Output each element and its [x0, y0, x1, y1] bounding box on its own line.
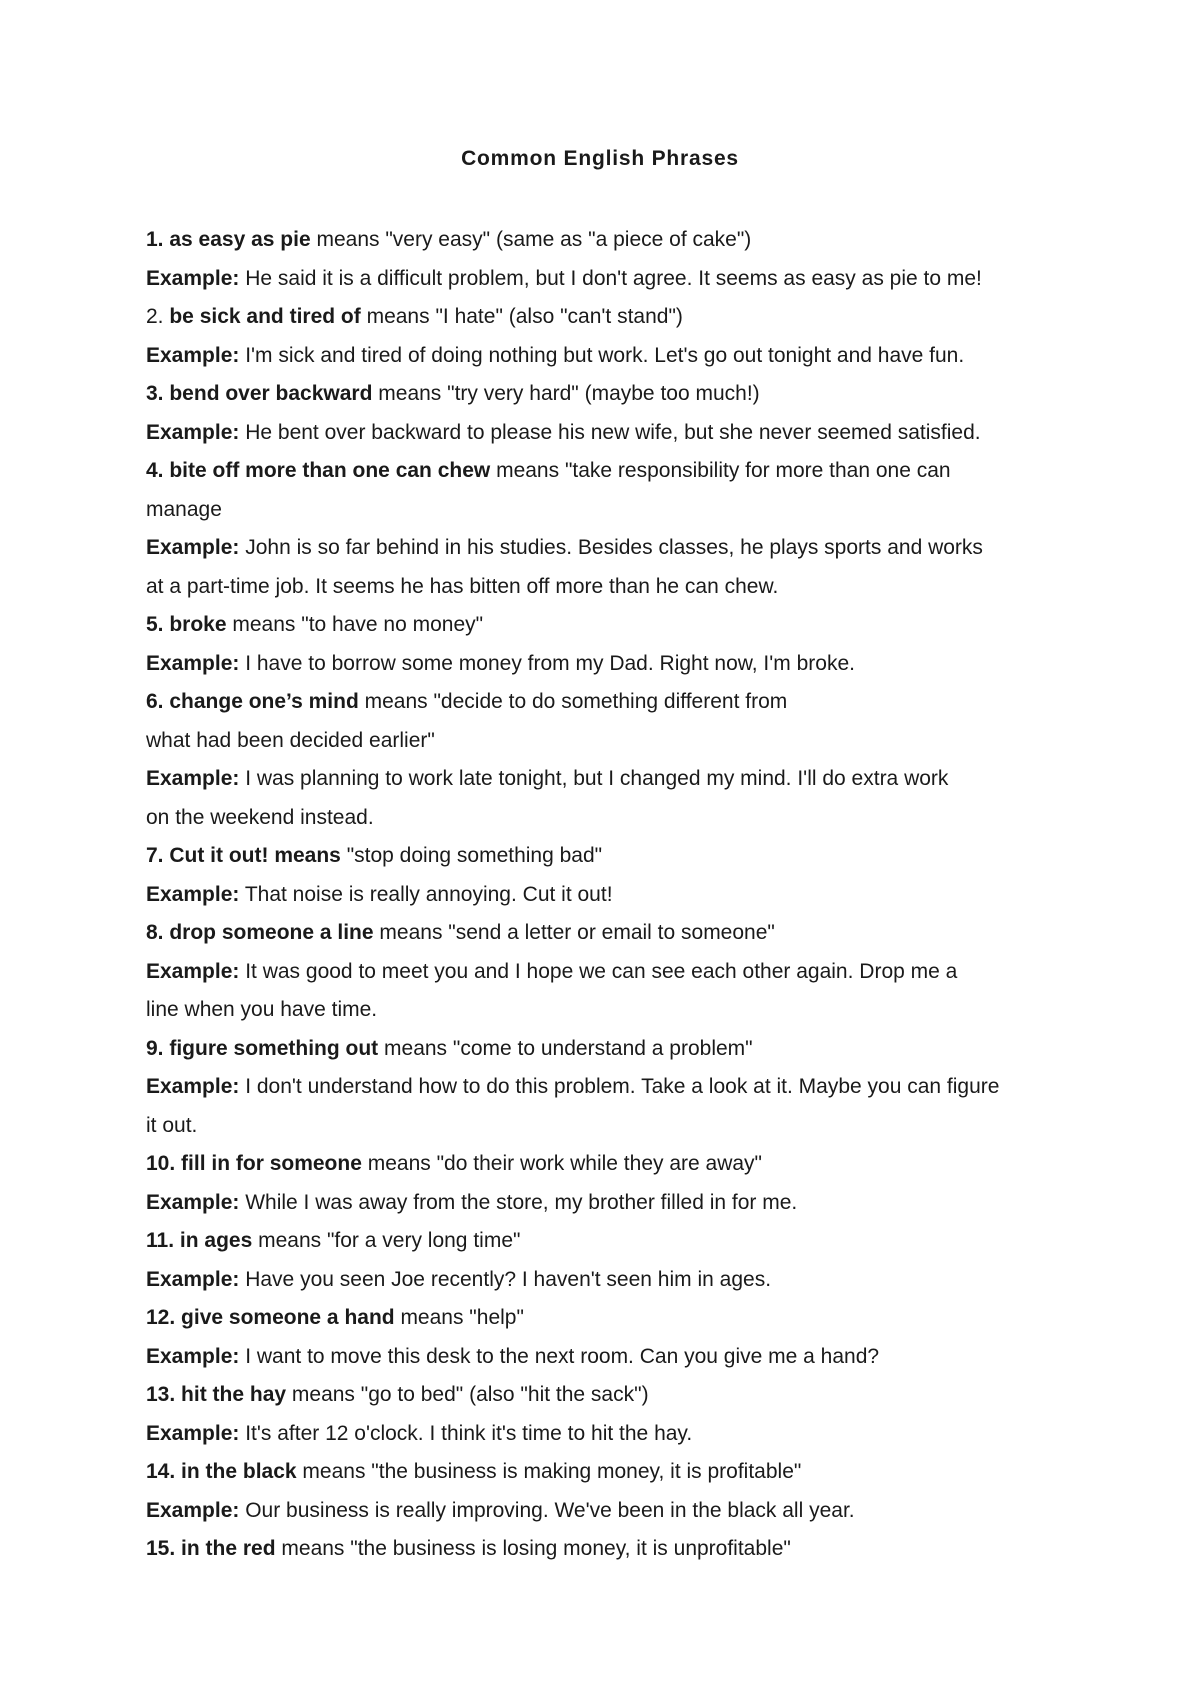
line-text: It's after 12 o'clock. I think it's time to hit the hay. — [239, 1421, 693, 1445]
line-text: I'm sick and tired of doing nothing but work. Let's go out tonight and have fun. — [239, 343, 965, 367]
line-text: means "the business is losing money, it is unprofitable" — [275, 1537, 791, 1560]
continuation-line — [146, 799, 1076, 838]
example-label: Example: — [146, 420, 240, 444]
example-label: Example: — [146, 882, 240, 906]
phrase-number: 11. — [146, 1229, 175, 1252]
example-line — [146, 1338, 1076, 1377]
example-label: Example: — [146, 651, 240, 675]
example-line — [146, 1068, 1076, 1107]
phrase-number: 14. — [146, 1460, 176, 1483]
line-text: what had been decided earlier" — [146, 728, 435, 752]
example-line — [146, 1492, 1076, 1531]
continuation-line — [146, 491, 1076, 530]
line-text: it out. — [146, 1113, 198, 1137]
phrase-line — [146, 221, 1076, 260]
phrase-line — [146, 1222, 1076, 1261]
line-text: means "I hate" (also "can't stand") — [360, 305, 683, 328]
line-text: on the weekend instead. — [146, 805, 374, 829]
line-text: While I was away from the store, my brother filled in for me. — [239, 1190, 798, 1214]
phrase-number: 9. — [146, 1036, 164, 1060]
line-text: "stop doing something bad" — [340, 844, 603, 867]
line-text: means "very easy" (same as "a piece of cake") — [310, 228, 752, 251]
line-text: That noise is really annoying. Cut it out! — [239, 882, 613, 906]
phrase-term: give someone a hand — [181, 1306, 395, 1329]
phrase-term: as easy as pie — [169, 228, 311, 251]
example-line — [146, 260, 1076, 299]
phrase-line — [146, 452, 1076, 491]
phrase-number: 5. — [146, 613, 164, 636]
phrase-term: hit the hay — [181, 1383, 287, 1406]
phrase-number: 1. — [146, 228, 164, 251]
example-line — [146, 1415, 1076, 1454]
example-line — [146, 876, 1076, 915]
line-text: I was planning to work late tonight, but I changed my mind. I'll do extra work — [239, 767, 949, 790]
line-text: I want to move this desk to the next room. Can you give me a hand? — [239, 1344, 880, 1368]
example-label: Example: — [146, 1267, 240, 1291]
example-line — [146, 1261, 1076, 1300]
phrase-number: 8. — [146, 921, 164, 944]
example-label: Example: — [146, 1498, 240, 1522]
example-line — [146, 337, 1076, 376]
page-title: Common English Phrases — [461, 147, 739, 170]
line-text: John is so far behind in his studies. Besides classes, he plays sports and works — [239, 536, 983, 559]
line-text: I have to borrow some money from my Dad. Right now, I'm broke. — [239, 651, 855, 675]
line-text: means "do their work while they are away" — [361, 1152, 762, 1175]
line-text: means "the business is making money, it is profitable" — [296, 1460, 802, 1483]
phrase-line — [146, 914, 1076, 953]
phrase-list — [146, 221, 1076, 1569]
phrase-number: 13. — [146, 1383, 176, 1406]
line-text: It was good to meet you and I hope we can see each other again. Drop me a — [239, 959, 958, 983]
line-text: means "try very hard" (maybe too much!) — [372, 382, 760, 405]
phrase-number: 2. — [146, 305, 164, 328]
phrase-line — [146, 1453, 1076, 1492]
phrase-term: in the black — [181, 1460, 297, 1483]
example-line — [146, 645, 1076, 684]
example-label: Example: — [146, 266, 240, 290]
line-text: manage — [146, 497, 222, 521]
continuation-line — [146, 722, 1076, 761]
line-text: means "to have no money" — [226, 613, 484, 636]
phrase-number: 4. — [146, 459, 164, 482]
phrase-number: 15. — [146, 1537, 176, 1560]
example-label: Example: — [146, 959, 240, 983]
continuation-line — [146, 991, 1076, 1030]
phrase-term: broke — [169, 613, 227, 636]
phrase-line — [146, 1376, 1076, 1415]
line-text: means "for a very long time" — [252, 1229, 521, 1252]
example-line — [146, 414, 1076, 453]
example-line — [146, 529, 1076, 568]
phrase-line — [146, 606, 1076, 645]
example-label: Example: — [146, 1421, 240, 1445]
phrase-line — [146, 298, 1076, 337]
phrase-term: fill in for someone — [181, 1152, 362, 1175]
phrase-number: 6. — [146, 690, 164, 713]
phrase-term: in ages — [179, 1229, 253, 1252]
line-text: line when you have time. — [146, 998, 378, 1021]
phrase-term: bend over backward — [169, 382, 373, 405]
phrase-number: 7. — [146, 844, 164, 867]
phrase-line — [146, 375, 1076, 414]
phrase-number: 10. — [146, 1152, 176, 1175]
line-text: He said it is a difficult problem, but I don't agree. It seems as easy as pie to me! — [239, 266, 982, 290]
example-label: Example: — [146, 1075, 240, 1098]
phrase-line — [146, 1530, 1076, 1569]
example-label: Example: — [146, 1344, 240, 1368]
line-text: means "take responsibility for more than one can — [490, 459, 951, 482]
phrase-number: 12. — [146, 1306, 176, 1329]
line-text: Our business is really improving. We've been in the black all year. — [239, 1498, 855, 1522]
line-text: means "go to bed" (also "hit the sack") — [286, 1383, 649, 1406]
phrase-line — [146, 837, 1076, 876]
example-line — [146, 953, 1076, 992]
line-text: He bent over backward to please his new wife, but she never seemed satisfied. — [239, 420, 981, 444]
line-text: means "send a letter or email to someone" — [373, 921, 775, 944]
phrase-line — [146, 1145, 1076, 1184]
example-line — [146, 1184, 1076, 1223]
phrase-term: Cut it out! means — [169, 844, 341, 867]
example-line — [146, 760, 1076, 799]
phrase-term: drop someone a line — [169, 921, 374, 944]
phrase-line — [146, 1030, 1076, 1069]
phrase-line — [146, 1299, 1076, 1338]
phrase-term: in the red — [181, 1537, 276, 1560]
phrase-term: bite off more than one can chew — [169, 459, 491, 482]
line-text: at a part-time job. It seems he has bitten off more than he can chew. — [146, 574, 779, 598]
phrase-line — [146, 683, 1076, 722]
example-label: Example: — [146, 536, 240, 559]
example-label: Example: — [146, 343, 240, 367]
phrase-term: be sick and tired of — [169, 305, 361, 328]
example-label: Example: — [146, 767, 240, 790]
line-text: means "help" — [394, 1306, 524, 1329]
continuation-line — [146, 568, 1076, 607]
phrase-number: 3. — [146, 382, 164, 405]
continuation-line — [146, 1107, 1076, 1146]
phrase-term: change one’s mind — [169, 690, 359, 713]
phrase-term: figure something out — [169, 1036, 379, 1060]
example-label: Example: — [146, 1190, 240, 1214]
line-text: Have you seen Joe recently? I haven't seen him in ages. — [239, 1267, 772, 1291]
line-text: means "decide to do something different from — [358, 690, 788, 713]
line-text: I don't understand how to do this problem. Take a look at it. Maybe you can figure — [239, 1075, 1000, 1098]
line-text: means "come to understand a problem" — [378, 1036, 753, 1060]
